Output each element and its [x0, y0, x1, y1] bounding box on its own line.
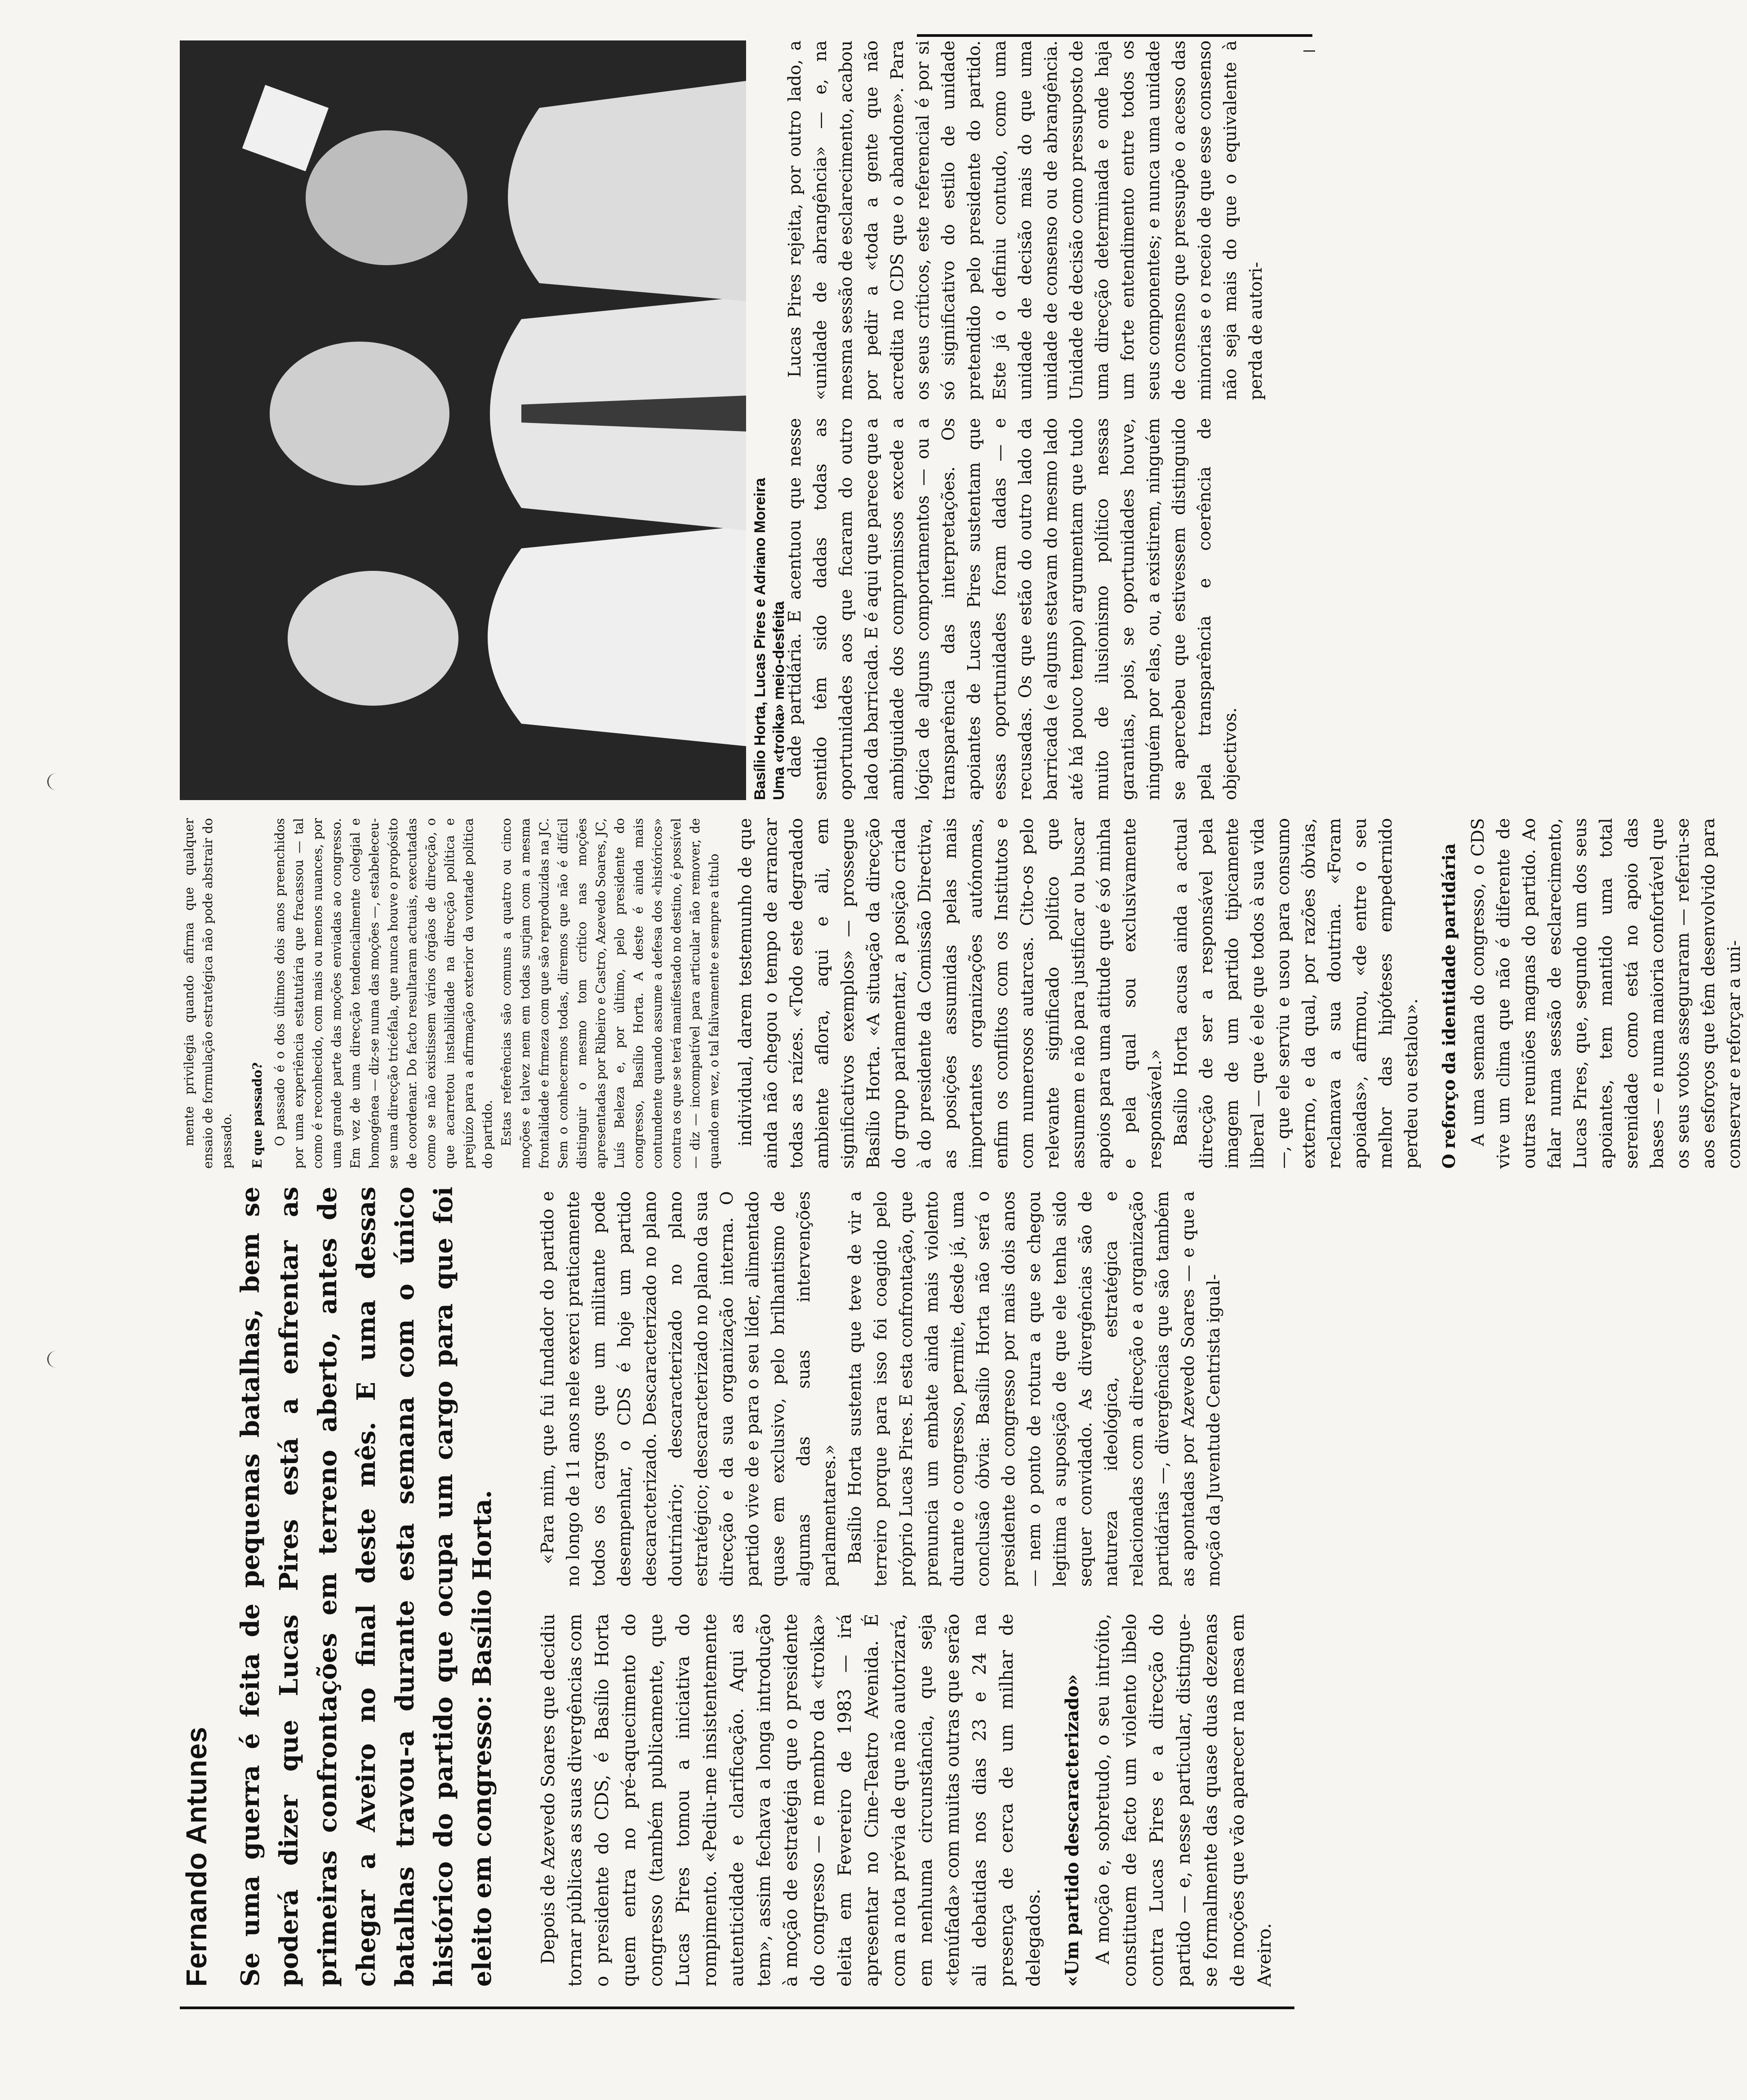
text-column-5 [782, 418, 1243, 800]
photo-caption-line-1: Basílio Horta, Lucas Pires e Adriano Moreira [751, 478, 769, 800]
subheading: «Um partido descaracterizado» [1062, 1674, 1083, 1987]
paragraph: A uma semana do congresso, o CDS vive um clima que não é diferente de outras reuniões magnas do partido. Ao falar numa sessão de esclarecimento, Lucas Pires, que, segundo um dos seus apoiantes, tem mantido uma total serenidade como está no apoio das bases — e numa maioria confortável que os seus votos asseguraram — referiu-se aos esforços que têm desenvolvido para conservar e reforçar a uni- [1468, 818, 1744, 1169]
text-column-1 [535, 1614, 1278, 1987]
subheading: O reforço da identidade partidária [1439, 843, 1459, 1169]
photo-caption-line-2: Uma «troika» meio-desfeita [770, 601, 787, 800]
newspaper-clipping [162, 31, 1744, 2014]
text-column-6 [782, 40, 1269, 400]
news-photo [180, 40, 746, 800]
scan-punch-mark [47, 1351, 66, 1368]
scan-corner-mark [1303, 50, 1315, 52]
scan-punch-mark [47, 773, 66, 790]
text-column-3 [180, 818, 1747, 1169]
paragraph: Basílio Horta sustenta que teve de vir a terreiro porque para isso foi coagido pelo próprio Lucas Pires. E esta confrontação, que prenuncia um embate ainda mais violento durante o congresso, permite, desde já, uma conclusão óbvia: Basílio Horta não será o presidente do congresso por mais dois anos — nem o ponto de rotura a que se chegou legitima a suposição de que ele tenha sido sequer convidado. As divergências são de natureza ideológica, estratégica e relacionadas com a direcção e a organização partidárias —, divergências que são também as apontadas por Azevedo Soares — e que a moção da Juventude Centrista igual- [845, 1191, 1223, 1587]
paragraph: Basílio Horta acusa ainda a actual direcção de ser a responsável pela imagem de um partido tipicamente liberal — que é ele que todos à sua vida —, que ele serviu e usou para consumo externo, e da qual, por razões óbvias, reclamava a sua doutrina. «Foram apoiadas», afirmou, «de entre o seu melhor das hipóteses empedernido perdeu ou estalou». [1171, 818, 1421, 1169]
paragraph: O passado é o dos últimos dois anos preenchidos por uma experiência estatutária que fracassou — tal como é reconhecido, com mais ou menos nuances, por uma grande parte das moções enviadas ao congresso. Em vez de uma direcção tendencialmente colegial e homogénea — diz-se numa das moções —, estabeleceu-se uma direcção tricéfala, que nunca houve o propósito de coordenar. Do facto resultaram actuais, executadas como se não existissem vários órgãos de direcção, o que acarretou instabilidade na direcção política e prejuízo para a afirmação exterior da vontade política do partido. [272, 818, 495, 1169]
lead-paragraph: Se uma guerra é feita de pequenas batalhas, bem se poderá dizer que Lucas Pires está a enfrentar as primeiras confrontações em terreno aberto, antes de chegar a Aveiro no final deste mês. E uma dessas batalhas travou-a durante esta semana com o único histórico do partido que ocupa um cargo para que foi eleito em congresso: Basílio Horta. [236, 1187, 497, 1987]
photo-image [180, 40, 746, 800]
article [162, 31, 1744, 2014]
paragraph: mente privilegia quando afirma que qualquer ensaio de formulação estratégica não pode abstrair do passado. [182, 818, 234, 1169]
subheading: E que passado? [250, 1062, 265, 1169]
paragraph: Estas referências são comuns a quatro ou cinco moções e talvez nem em todas surjam com a mesma frontalidade e firmeza com que são reproduzidas na JC. Sem o conhecermos todas, diremos que não é difícil distinguir o mesmo tom crítico nas moções apresentadas por Ribeiro e Castro, Azevedo Soares, JC, Luís Beleza e, por último, pelo presidente do congresso, Basílio Horta. A deste é ainda mais contundente quando assume a defesa dos «históricos» contra os que se terá manifestado no destino, é possível — diz — incompatível para articular não remover, de quando em vez, o tal falivamente e sempre a título [499, 818, 721, 1169]
article-start-bracket [180, 2000, 1294, 2009]
paragraph: «Para mim, que fui fundador do partido e no longo de 11 anos nele exerci praticamente todos os cargos que um militante pode desempenhar, o CDS é hoje um partido descaracterizado. Descaracterizado no plano doutrinário; descaracterizado no plano estratégico; descaracterizado no plano da sua direcção e da sua organização interna. O partido vive de e para o seu líder, alimentado quase em exclusivo, pelo brilhantismo de algumas das suas intervenções parlamentares.» [538, 1191, 839, 1587]
article-header [180, 1187, 502, 1987]
paragraph: individual, darem testemunho de que ainda não chegou o tempo de arrancar todas as raízes. «Todo este degradado ambiente aflora, aqui e ali, em significativos exemplos» — prossegue Basílio Horta. «A situação da direcção do grupo parlamentar, a posição criada à do presidente da Comissão Directiva, as posições assumidas pelas mais importantes organizações autónomas, enfim os conflitos com os Institutos e com numerosos autarcas. Cito-os pelo relevante significado político que assumem e não para justificar ou buscar apoios para uma atitude que é só minha e pela qual sou exclusivamente responsável.» [735, 818, 1165, 1169]
paragraph: dade partidária. E acentuou que nesse sentido têm sido dadas todas as oportunidades aos que ficaram do outro lado da barricada. E é aqui que parece que a ambiguidade dos compromissos excede a lógica de alguns comportamentos — ou a transparência das interpretações. Os apoiantes de Lucas Pires sustentam que essas oportunidades foram dadas — e recusadas. Os que estão do outro lado da barricada (e alguns estavam do mesmo lado até há pouco tempo) argumentam que tudo muito de ilusionismo político nessas garantias, pois, se oportunidades houve, ninguém por elas, ou, a existirem, ninguém se apercebeu que estivessem distinguido pela transparência e coerência de objectivos. [785, 418, 1240, 800]
paragraph: A moção e, sobretudo, o seu intróito, constituem de facto um violento libelo contra Lucas Pires e a direcção do partido — e, nesse particular, distingue-se formalmente das quase duas dezenas de moções que vão aparecer na mesa em Aveiro. [1093, 1614, 1275, 1987]
text-column-2 [535, 1191, 1227, 1587]
text-column-4 [733, 818, 1747, 1169]
byline: Fernando Antunes [180, 1726, 213, 1987]
paragraph: Depois de Azevedo Soares que decidiu tornar públicas as suas divergências com o presidente do CDS, é Basílio Horta quem entra no pré-aquecimento do congresso (também publicamente, que Lucas Pires tomou a iniciativa do rompimento. «Pediu-me insistentemente autenticidade e clarificação. Aqui as tem», assim fechava a longa introdução à moção de estratégia que o presidente do congresso — e membro da «troika» eleita em Fevereiro de 1983 — irá apresentar no Cine-Teatro Avenida. É com a nota prévia de que não autorizará, em nenhuma circunstância, que seja «tenúfada» com muitas outras que serão ali debatidas nos dias 23 e 24 na presença de cerca de um milhar de delegados. [538, 1614, 1044, 1987]
paragraph: Lucas Pires rejeita, por outro lado, a «unidade de abrangência» — e, na mesma sessão de esclarecimento, acabou por pedir a «toda a gente que não acredita no CDS que o abandone». Para os seus críticos, este referencial é por si só significativo do estilo de unidade pretendido pelo presidente do partido. Este já o definiu contudo, como uma unidade de decisão mais do que uma unidade de consenso ou de abrangência. Unidade de decisão como pressuposto de uma direcção determinada e onde haja um forte entendimento entre todos os seus componentes; e nunca uma unidade de consenso que pressupõe o acesso das minorias e o receio de que esse consenso não seja mais do que o equivalente à perda de autori- [785, 40, 1266, 400]
article-end-bracket [917, 34, 1312, 37]
